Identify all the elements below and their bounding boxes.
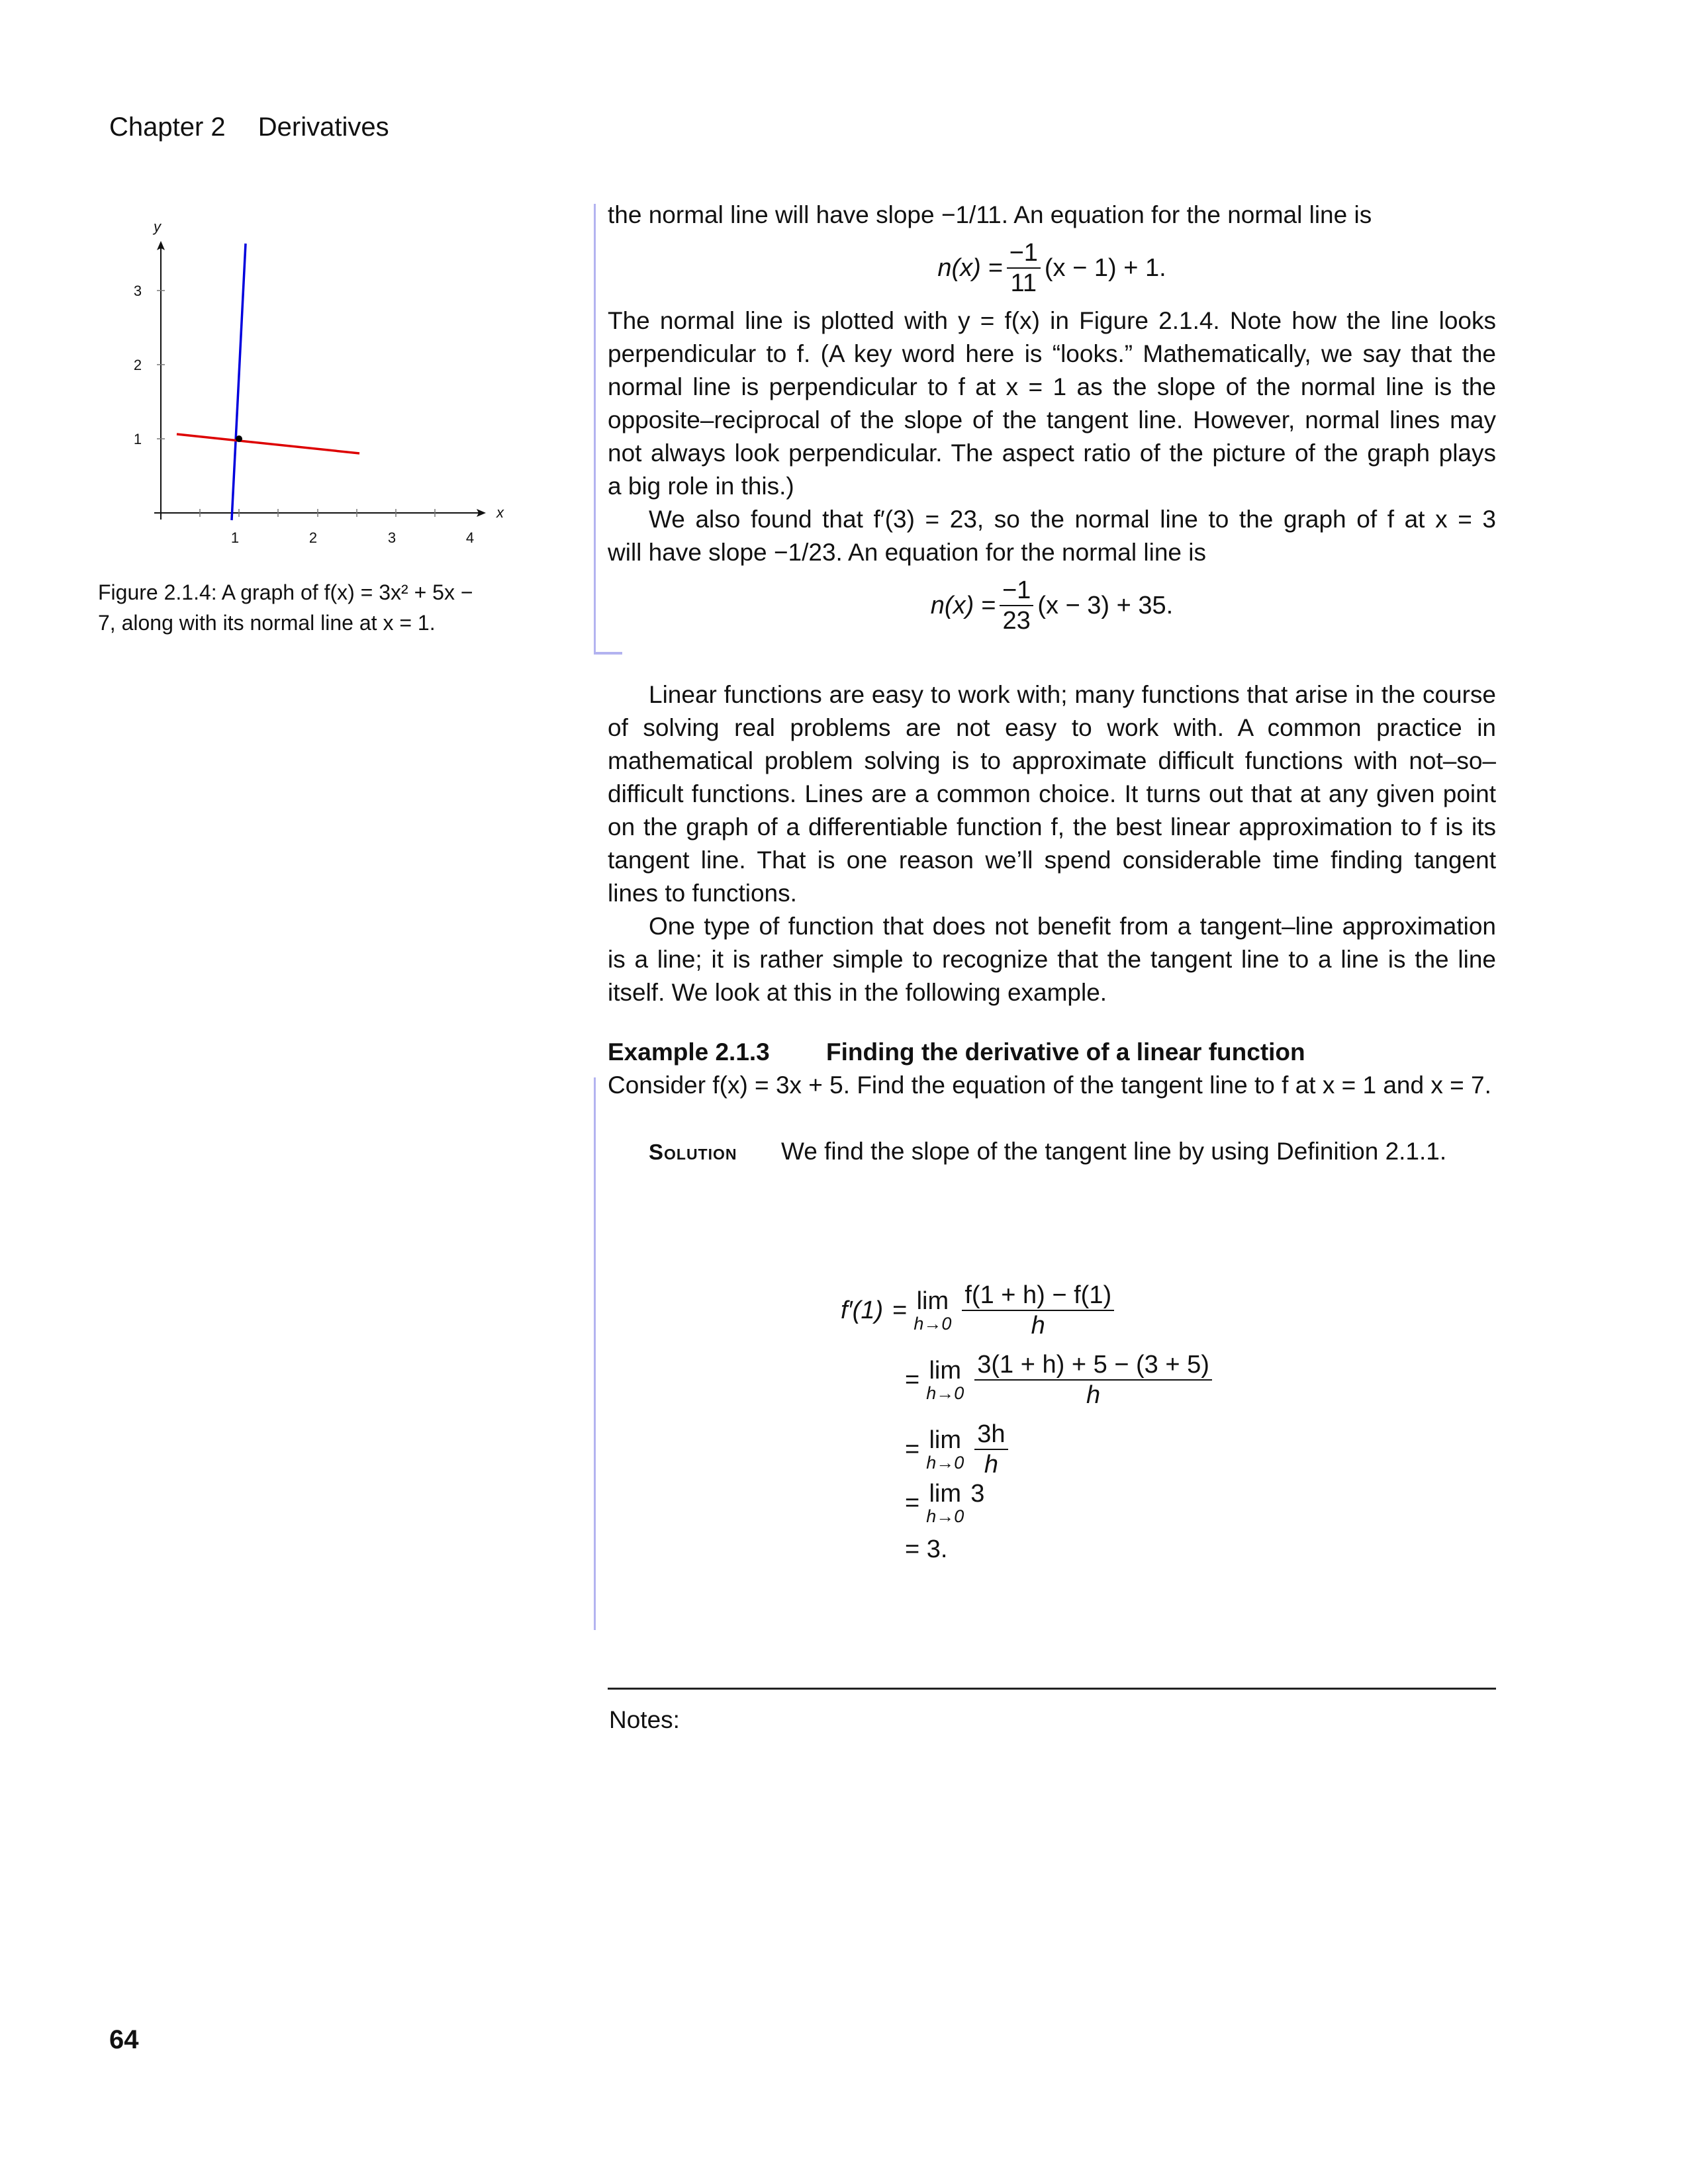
figure-graph [106, 212, 516, 556]
numerator: 3(1 + h) + 5 − (3 + 5) [974, 1350, 1212, 1381]
numerator: −1 [1000, 576, 1033, 606]
page-number: 64 [109, 2025, 139, 2054]
derivation-lhs: f′(1) [841, 1296, 884, 1324]
limit-operator [926, 1357, 964, 1402]
limit-operator [926, 1427, 964, 1472]
main-text-section-1 [608, 199, 1496, 642]
axes [154, 248, 480, 520]
denominator: 23 [1002, 607, 1031, 635]
x-tick-label: 1 [230, 529, 240, 546]
numerator: f(1 + h) − f(1) [962, 1281, 1114, 1311]
numerator: 3h [974, 1420, 1008, 1450]
fraction [1007, 238, 1041, 298]
running-header [109, 113, 389, 142]
lim-sub: h→0 [926, 1506, 964, 1526]
text-line: The normal line is plotted with y = f(x) in Figure 2.1.4. Note how the line looks [608, 307, 1496, 334]
final-result: = 3. [905, 1535, 948, 1563]
fraction [974, 1420, 1008, 1479]
x-axis-label: x [496, 504, 504, 521]
text-line: We also found that f′(3) = 23, so the normal line to the graph of f at x = 3 [649, 506, 1496, 533]
lim-word: lim [929, 1426, 961, 1454]
main-text-section-2 [608, 678, 1496, 1009]
denominator: 11 [1010, 269, 1037, 297]
example-heading [608, 1036, 1496, 1069]
derivation-row [841, 1281, 1118, 1340]
normal-line [177, 434, 359, 453]
lim-word: lim [916, 1287, 949, 1315]
example-block [608, 1036, 1496, 1169]
example-title: Finding the derivative of a linear function [826, 1038, 1305, 1066]
denominator: h [1031, 1312, 1045, 1340]
eq-lhs: n(x) = [930, 592, 996, 619]
notes-divider [608, 1688, 1496, 1690]
tick-marks [157, 291, 435, 517]
caption-line: Figure 2.1.4: A graph of f(x) = 3x² + 5x − [98, 580, 473, 604]
limit-operator [914, 1288, 951, 1333]
equals-sign: = [905, 1435, 920, 1463]
y-axis-label: y [154, 218, 161, 235]
denominator: h [984, 1451, 998, 1479]
lim-word: lim [929, 1357, 961, 1385]
denominator: h [1086, 1381, 1101, 1409]
derivation-row [905, 1480, 984, 1525]
derivation-row [905, 1350, 1216, 1410]
equals-sign: = [905, 1365, 920, 1394]
limit-operator [926, 1480, 964, 1525]
numerator: −1 [1007, 238, 1041, 269]
lim-sub: h→0 [914, 1314, 952, 1334]
example-number: Example 2.1.3 [608, 1038, 770, 1066]
equation-normal-line-1 [608, 232, 1496, 304]
solution-text: We find the slope of the tangent line by using Definition 2.1.1. [781, 1138, 1447, 1165]
text-line: will have slope −1/23. An equation for the normal line is [608, 539, 1206, 566]
caption-line: 7, along with its normal line at x = 1. [98, 611, 436, 635]
text-line: not always look perpendicular. The aspect ratio of the picture of the graph plays [608, 439, 1496, 467]
y-tick-label: 1 [133, 431, 142, 447]
text-line: opposite–reciprocal of the slope of the tangent line. However, normal lines may [608, 406, 1496, 433]
y-tick-label: 2 [133, 357, 142, 373]
derivation-row [905, 1535, 947, 1564]
tangent-point [236, 435, 242, 442]
solution-paragraph [608, 1135, 1496, 1169]
paragraph-linear-approx: Linear functions are easy to work with; many functions that arise in the course of solving real problems are not easy to work with. A common practice in mathematical problem solving is to approximate difficult functions with not–so–difficult functions. Lines are a common choice. It turns out that at any given point on the graph of a differentiable function f, the best linear approximation to f is its tangent line. That is one reason we’ll spend considerable time finding tangent lines to functions. [608, 681, 1496, 907]
paragraph: the normal line will have slope −1/11. An equation for the normal line is [608, 201, 1372, 228]
paragraph-line-tangent: One type of function that does not benefit from a tangent–line approximation is a line; it is rather simple to recognize that the tangent line to a line is the line itself. We look at this in the following example. [608, 913, 1496, 1006]
margin-bar-foot [594, 652, 622, 655]
derivation-row [905, 1420, 1012, 1479]
x-tick-label: 3 [387, 529, 397, 546]
paragraph-normal-line [608, 304, 1496, 569]
text-line: normal line is perpendicular to f at x = 1 as the slope of the normal line is the [608, 373, 1496, 400]
equals-sign: = [905, 1488, 920, 1517]
solution-label: Solution [649, 1140, 737, 1164]
x-tick-label: 4 [465, 529, 475, 546]
notes-label: Notes: [609, 1706, 680, 1733]
eq-rhs: (x − 3) + 35. [1037, 592, 1174, 619]
chapter-number: Chapter 2 [109, 113, 226, 142]
fraction [962, 1281, 1114, 1340]
lim-word: lim [929, 1480, 961, 1508]
text-line: a big role in this.) [608, 473, 794, 500]
chapter-title: Derivatives [258, 113, 389, 142]
limit-expression: 3 [970, 1479, 985, 1508]
margin-bar-example [594, 1077, 596, 1630]
x-tick-label: 2 [308, 529, 318, 546]
function-curve [232, 244, 246, 520]
lim-sub: h→0 [926, 1453, 964, 1473]
example-statement: Consider f(x) = 3x + 5. Find the equation of the tangent line to f at x = 1 and x = 7. [608, 1071, 1491, 1099]
eq-lhs: n(x) = [937, 254, 1003, 282]
fraction [974, 1350, 1212, 1410]
eq-rhs: (x − 1) + 1. [1044, 254, 1166, 282]
y-tick-label: 3 [133, 283, 142, 299]
figure-caption [98, 577, 522, 638]
equals-sign: = [892, 1296, 908, 1324]
text-line: perpendicular to f. (A key word here is “looks.” Mathematically, we say that the [608, 340, 1496, 367]
margin-bar-top [594, 204, 596, 654]
fraction [1000, 576, 1033, 635]
lim-sub: h→0 [926, 1383, 964, 1403]
equation-normal-line-2 [608, 569, 1496, 642]
